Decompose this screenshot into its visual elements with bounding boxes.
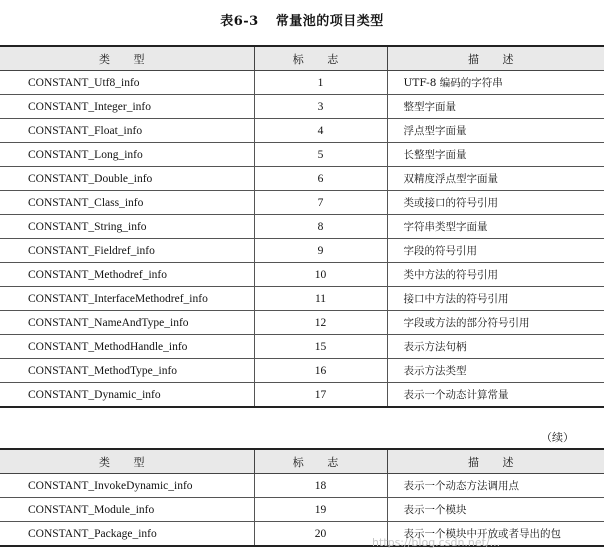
cell-type: CONSTANT_Integer_info <box>0 95 254 119</box>
table-row <box>0 263 604 287</box>
cell-type: CONSTANT_NameAndType_info <box>0 311 254 335</box>
table-row <box>0 239 604 263</box>
cell-desc: 双精度浮点型字面量 <box>387 167 604 191</box>
cell-type: CONSTANT_Utf8_info <box>0 71 254 95</box>
table-row <box>0 143 604 167</box>
cell-desc: 表示方法句柄 <box>387 335 604 359</box>
header-type: 类 型 <box>0 449 254 474</box>
cell-flag: 16 <box>254 359 387 383</box>
cell-type: CONSTANT_Long_info <box>0 143 254 167</box>
table-row <box>0 474 604 498</box>
cell-flag: 15 <box>254 335 387 359</box>
table-row <box>0 167 604 191</box>
cell-type: CONSTANT_InterfaceMethodref_info <box>0 287 254 311</box>
constant-pool-table <box>0 45 604 408</box>
cell-flag: 3 <box>254 95 387 119</box>
header-type: 类 型 <box>0 46 254 71</box>
header-desc: 描 述 <box>387 46 604 71</box>
cell-type: CONSTANT_Methodref_info <box>0 263 254 287</box>
table-row <box>0 71 604 95</box>
table-row <box>0 95 604 119</box>
cell-desc: 浮点型字面量 <box>387 119 604 143</box>
header-flag: 标 志 <box>254 46 387 71</box>
table-row <box>0 383 604 408</box>
cell-type: CONSTANT_Package_info <box>0 522 254 547</box>
table-row <box>0 522 604 547</box>
cell-type: CONSTANT_Float_info <box>0 119 254 143</box>
cell-type: CONSTANT_Dynamic_info <box>0 383 254 408</box>
table-row <box>0 191 604 215</box>
cell-flag: 8 <box>254 215 387 239</box>
cell-flag: 5 <box>254 143 387 167</box>
cell-flag: 11 <box>254 287 387 311</box>
cell-type: CONSTANT_Module_info <box>0 498 254 522</box>
cell-type: CONSTANT_Double_info <box>0 167 254 191</box>
cell-desc: 表示方法类型 <box>387 359 604 383</box>
cell-flag: 7 <box>254 191 387 215</box>
table-row <box>0 335 604 359</box>
cell-desc: 表示一个动态方法调用点 <box>387 474 604 498</box>
cell-flag: 4 <box>254 119 387 143</box>
cell-desc: UTF-8 编码的字符串 <box>387 71 604 95</box>
cell-desc: 表示一个动态计算常量 <box>387 383 604 408</box>
constant-pool-table-continued <box>0 448 604 547</box>
cell-desc: 整型字面量 <box>387 95 604 119</box>
header-row <box>0 46 604 71</box>
cell-flag: 20 <box>254 522 387 547</box>
table-row <box>0 215 604 239</box>
cell-flag: 1 <box>254 71 387 95</box>
cell-flag: 9 <box>254 239 387 263</box>
cell-type: CONSTANT_Fieldref_info <box>0 239 254 263</box>
table-row <box>0 119 604 143</box>
cell-flag: 10 <box>254 263 387 287</box>
cell-desc: 字符串类型字面量 <box>387 215 604 239</box>
cell-desc: 字段的符号引用 <box>387 239 604 263</box>
cell-desc: 类或接口的符号引用 <box>387 191 604 215</box>
watermark: https://blog.csdn.net/... <box>372 536 501 549</box>
cell-type: CONSTANT_MethodHandle_info <box>0 335 254 359</box>
cell-flag: 17 <box>254 383 387 408</box>
cell-desc: 长整型字面量 <box>387 143 604 167</box>
table-title: 常量池的项目类型 <box>275 14 384 29</box>
table-row <box>0 498 604 522</box>
header-row <box>0 449 604 474</box>
continued-label: （续） <box>541 431 574 444</box>
header-desc: 描 述 <box>387 449 604 474</box>
table-row <box>0 359 604 383</box>
cell-type: CONSTANT_MethodType_info <box>0 359 254 383</box>
cell-desc: 表示一个模块中开放或者导出的包 <box>387 522 604 547</box>
cell-desc: 接口中方法的符号引用 <box>387 287 604 311</box>
cell-flag: 12 <box>254 311 387 335</box>
table-number: 表6-3 <box>220 14 259 29</box>
cell-desc: 类中方法的符号引用 <box>387 263 604 287</box>
header-flag: 标 志 <box>254 449 387 474</box>
table-row <box>0 311 604 335</box>
cell-desc: 字段或方法的部分符号引用 <box>387 311 604 335</box>
table-row <box>0 287 604 311</box>
cell-type: CONSTANT_InvokeDynamic_info <box>0 474 254 498</box>
cell-type: CONSTANT_String_info <box>0 215 254 239</box>
cell-flag: 19 <box>254 498 387 522</box>
cell-flag: 18 <box>254 474 387 498</box>
cell-flag: 6 <box>254 167 387 191</box>
cell-type: CONSTANT_Class_info <box>0 191 254 215</box>
table-caption <box>0 10 604 29</box>
cell-desc: 表示一个模块 <box>387 498 604 522</box>
